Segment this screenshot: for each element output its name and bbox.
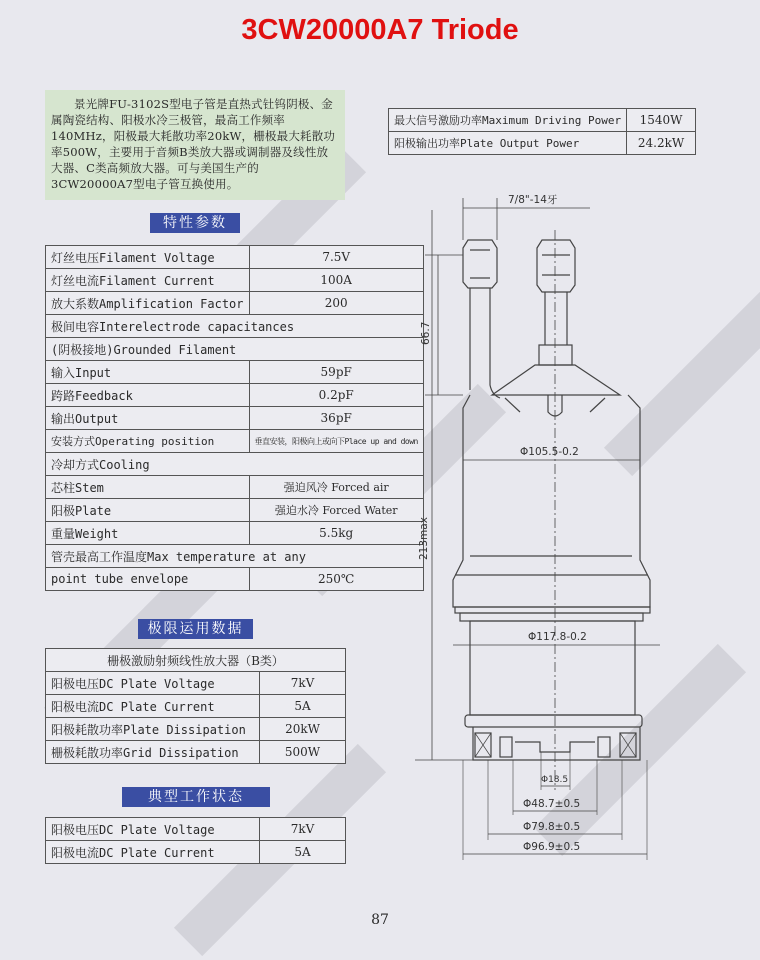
row-value: 250℃ (249, 568, 423, 591)
row-value: 1540W (627, 109, 696, 132)
dia-117-label: Φ117.8-0.2 (528, 631, 587, 643)
row-label: 阳极电流DC Plate Current (46, 841, 260, 864)
row-label: 灯丝电压Filament Voltage (46, 246, 250, 269)
row-label: 输入Input (46, 361, 250, 384)
row-value: 垂直安装，阳极向上或向下Place up and down (249, 430, 423, 453)
row-value: 100A (249, 269, 423, 292)
row-label: 阳极电流DC Plate Current (46, 695, 260, 718)
row-label: 输出Output (46, 407, 250, 430)
row-value: 36pF (249, 407, 423, 430)
dia-48-label: Φ48.7±0.5 (523, 798, 581, 810)
row-label: 栅极耗散功率Grid Dissipation (46, 741, 260, 764)
row-label: 跨路Feedback (46, 384, 250, 407)
row-label: 放大系数Amplification Factor (46, 292, 250, 315)
row-value: 5A (260, 695, 346, 718)
row-value: 7.5V (249, 246, 423, 269)
characteristics-heading: 特性参数 (150, 213, 240, 233)
limits-heading: 极限运用数据 (138, 619, 253, 639)
row-value: 5.5kg (249, 522, 423, 545)
row-label: 安装方式Operating position (46, 430, 250, 453)
row-value: 5A (260, 841, 346, 864)
dia-105-label: Φ105.5-0.2 (520, 446, 579, 458)
height-66-label: 66.7 (420, 321, 432, 345)
row-label: 灯丝电流Filament Current (46, 269, 250, 292)
row-value: 59pF (249, 361, 423, 384)
row-label: 极间电容Interelectrode capacitances (46, 315, 424, 338)
row-label: 阳极电压DC Plate Voltage (46, 672, 260, 695)
row-label: 阳极Plate (46, 499, 250, 522)
row-value: 强迫风冷 Forced air (249, 476, 423, 499)
row-label: 管壳最高工作温度Max temperature at any (46, 545, 424, 568)
row-value: 7kV (260, 672, 346, 695)
row-label: 阳极输出功率Plate Output Power (389, 132, 627, 155)
dia-18-label: Φ18.5 (541, 775, 569, 785)
row-value: 强迫水冷 Forced Water (249, 499, 423, 522)
page-number: 87 (371, 912, 389, 928)
row-label: (阴极接地)Grounded Filament (46, 338, 424, 361)
height-213-label: 213max (418, 517, 430, 560)
row-label: 最大信号激励功率Maximum Driving Power (389, 109, 627, 132)
row-label: 阳极耗散功率Plate Dissipation (46, 718, 260, 741)
row-value: 500W (260, 741, 346, 764)
thread-label: 7/8"-14牙 (508, 194, 558, 206)
row-label: point tube envelope (46, 568, 250, 591)
right-pipe-nut (537, 240, 575, 292)
left-pipe-nut (463, 240, 497, 288)
row-label: 重量Weight (46, 522, 250, 545)
page-title: 3CW20000A7 Triode (241, 14, 519, 46)
row-value: 7kV (260, 818, 346, 841)
row-value: 200 (249, 292, 423, 315)
row-label: 阳极电压DC Plate Voltage (46, 818, 260, 841)
dia-79-label: Φ79.8±0.5 (523, 821, 581, 833)
intro-paragraph: 景光牌FU-3102S型电子管是直热式钍钨阴极、金属陶瓷结构、阳极水冷三极管，最高工作频率140MHz，阳极最大耗散功率20kW，栅极最大耗散功率500W，主要用于音频B类放大器或调制器及线性放大器、C类高频放大器。可与美国生产的3CW20000A7型电子管互换使用。 (45, 90, 345, 200)
row-value: 24.2kW (627, 132, 696, 155)
table-subheading: 栅极激励射频线性放大器（B类） (46, 649, 346, 672)
row-value: 20kW (260, 718, 346, 741)
row-label: 芯柱Stem (46, 476, 250, 499)
typical-heading: 典型工作状态 (122, 787, 270, 807)
row-value: 0.2pF (249, 384, 423, 407)
row-label: 冷却方式Cooling (46, 453, 424, 476)
dia-96-label: Φ96.9±0.5 (523, 841, 581, 853)
